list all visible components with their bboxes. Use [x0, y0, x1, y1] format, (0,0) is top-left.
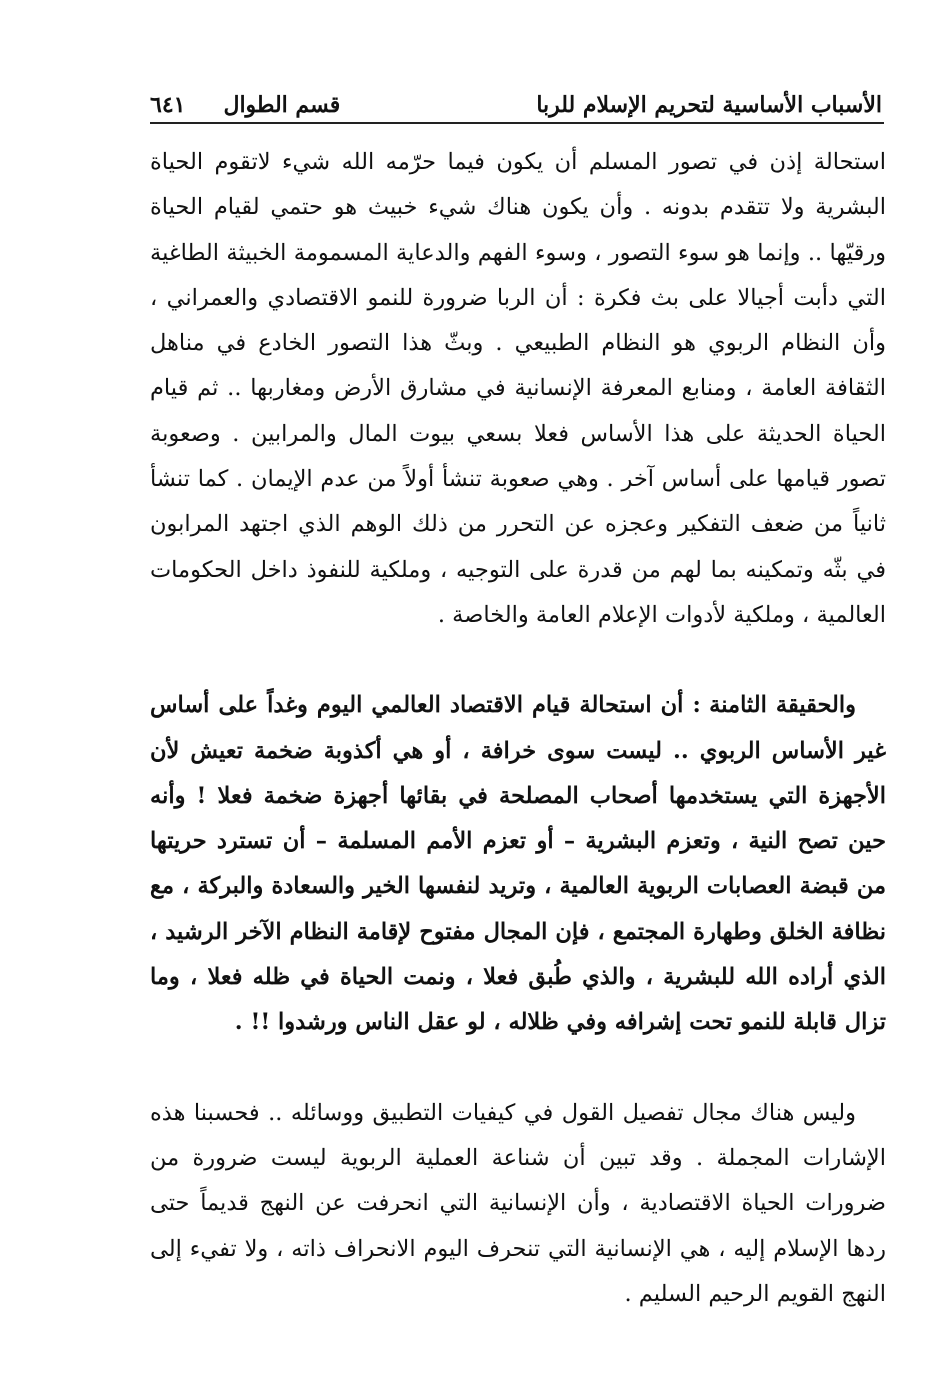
paragraph-2 — [150, 683, 886, 1045]
running-title: الأسباب الأساسية لتحريم الإسلام للربا — [536, 92, 882, 118]
page-header — [150, 86, 882, 118]
paragraph-1: استحالة إذن في تصور المسلم أن يكون فيما حرّمه الله شيء لاتقوم الحياة البشرية ولا تتقدم بدونه . وأن يكون هناك شيء خبيث هو حتمي لقيام الحياة ورقيّها .. وإنما هو سوء التصور ، وسوء الفهم والدعاية المسمومة الخبيثة الطاغية التي دأبت أجيالا على بث فكرة : أن الربا ضرورة للنمو الاقتصادي والعمراني ، وأن النظام الربوي هو النظام الطبيعي . وبثّ هذا التصور الخادع في مناهل الثقافة العامة ، ومنابع المعرفة الإنسانية في مشارق الأرض ومغاربها .. ثم قيام الحياة الحديثة على هذا الأساس فعلا بسعي بيوت المال والمرابين . وصعوبة تصور قيامها على أساس آخر . وهي صعوبة تنشأ أولاً من عدم الإيمان . كما تنشأ ثانياً من ضعف التفكير وعجزه عن التحرر من ذلك الوهم الذي اجتهد المرابون في بثّه وتمكينه بما لهم من قدرة على التوجيه ، وملكية للنفوذ داخل الحكومات العالمية ، وملكية لأدوات الإعلام العامة والخاصة . — [150, 149, 886, 628]
header-left-group — [150, 92, 340, 118]
section-title: قسم الطوال — [223, 92, 341, 118]
paragraph-2-text: : أن استحالة قيام الاقتصاد العالمي اليوم وغداً على أساس غير الأساس الربوي .. ليست سوى خرافة ، أو هي أكذوبة ضخمة تعيش لأن الأجهزة التي يستخدمها أصحاب المصلحة في بقائها أجهزة ضخمة فعلا ! وأنه حين تصح النية ، وتعزم البشرية – أو تعزم الأمم المسلمة – أن تسترد حريتها من قبضة العصابات الربوية العالمية ، وتريد لنفسها الخير والسعادة والبركة ، مع نظافة الخلق وطهارة المجتمع ، فإن المجال مفتوح لإقامة النظام الآخر الرشيد ، الذي أراده الله للبشرية ، والذي طُبق فعلا ، ونمت الحياة في ظله فعلا ، وما تزال قابلة للنمو تحت إشرافه وفي ظلاله ، لو عقل الناس ورشدوا !! . — [150, 692, 886, 1036]
header-rule — [150, 122, 884, 124]
paragraph-3: وليس هناك مجال تفصيل القول في كيفيات التطبيق ووسائله .. فحسبنا هذه الإشارات المجملة . وقد تبين أن شناعة العملية الربوية ليست ضرورة من ضرورات الحياة الاقتصادية ، وأن الإنسانية التي انحرفت عن النهج قديماً حتى ردها الإسلام إليه ، هي الإنسانية التي تنحرف اليوم الانحراف ذاته ، ولا تفيء إلى النهج القويم الرحيم السليم . — [150, 1099, 886, 1307]
page-number: ٦٤١ — [150, 92, 186, 118]
paragraph-2-lead: والحقيقة الثامنة — [709, 692, 856, 719]
body-text — [150, 140, 886, 1317]
